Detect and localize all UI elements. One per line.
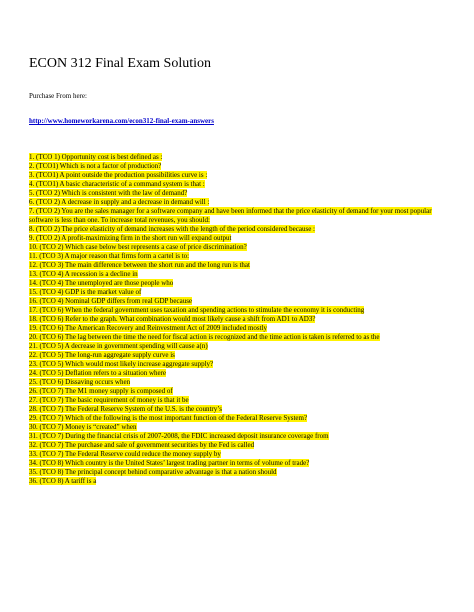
question-text: 6. (TCO 2) A decrease in supply and a decrease in demand will : — [29, 198, 210, 206]
question-item — [29, 477, 449, 486]
question-item — [29, 342, 449, 351]
question-item — [29, 198, 449, 207]
question-item — [29, 378, 449, 387]
document-title: ECON 312 Final Exam Solution — [29, 56, 211, 71]
question-text: 17. (TCO 6) When the federal government uses taxation and spending actions to stimulate the economy it is conducting — [29, 306, 365, 314]
question-text: 26. (TCO 7) The M1 money supply is composed of — [29, 387, 173, 395]
question-item — [29, 171, 449, 180]
question-text: 5. (TCO 2) Which is consistent with the law of demand? — [29, 189, 188, 197]
question-item — [29, 333, 449, 342]
question-text: 14. (TCO 4) The unemployed are those people who — [29, 279, 174, 287]
question-item — [29, 189, 449, 198]
question-text: 22. (TCO 5) The long-run aggregate supply curve is — [29, 351, 175, 359]
question-text: 8. (TCO 2) The price elasticity of demand increases with the length of the period considered because : — [29, 225, 315, 233]
question-text: 18. (TCO 6) Refer to the graph. What combination would most likely cause a shift from AD1 to AD3? — [29, 315, 316, 323]
question-item — [29, 261, 449, 270]
question-item — [29, 459, 449, 468]
question-text: 13. (TCO 4) A recession is a decline in — [29, 270, 138, 278]
question-item — [29, 468, 449, 477]
question-item — [29, 279, 449, 288]
question-item — [29, 243, 449, 252]
purchase-label: Purchase From here: — [29, 92, 87, 100]
question-list — [29, 153, 449, 486]
question-text: 33. (TCO 7) The Federal Reserve could reduce the money supply by — [29, 450, 221, 458]
question-item — [29, 297, 449, 306]
question-item — [29, 387, 449, 396]
question-item — [29, 441, 449, 450]
question-text: 36. (TCO 8) A tariff is a — [29, 477, 97, 485]
question-text: 9. (TCO 2) A profit-maximizing firm in the short run will expand output — [29, 234, 232, 242]
question-text: 3. (TCO1) A point outside the production possibilities curve is : — [29, 171, 208, 179]
question-item — [29, 153, 449, 162]
question-item — [29, 405, 449, 414]
question-text: 19. (TCO 6) The American Recovery and Reinvestment Act of 2009 included mostly — [29, 324, 268, 332]
question-item — [29, 432, 449, 441]
question-text: 2. (TCO1) Which is not a factor of production? — [29, 162, 162, 170]
question-text: 11. (TCO 3) A major reason that firms form a cartel is to: — [29, 252, 190, 260]
question-item — [29, 423, 449, 432]
question-item — [29, 180, 449, 189]
question-item — [29, 315, 449, 324]
question-text: 35. (TCO 8) The principal concept behind comparative advantage is that a nation should — [29, 468, 277, 476]
question-text: 20. (TCO 6) The lag between the time the need for fiscal action is recognized and the time action is taken is referred to as the — [29, 333, 380, 341]
question-text: 30. (TCO 7) Money is “created” when — [29, 423, 137, 431]
question-text: 32. (TCO 7) The purchase and sale of government securities by the Fed is called — [29, 441, 255, 449]
purchase-link[interactable]: http://www.homeworkarena.com/econ312-final-exam-answers — [29, 117, 214, 125]
question-text: 21. (TCO 5) A decrease in government spending will cause a(n) — [29, 342, 208, 350]
question-text: 31. (TCO 7) During the financial crisis of 2007-2008, the FDIC increased deposit insurance coverage from — [29, 432, 329, 440]
question-text: 25. (TCO 6) Dissaving occurs when — [29, 378, 131, 386]
question-text: 24. (TCO 5) Deflation refers to a situation where — [29, 369, 167, 377]
question-item — [29, 306, 449, 315]
question-text: 27. (TCO 7) The basic requirement of money is that it be — [29, 396, 189, 404]
question-item — [29, 450, 449, 459]
question-item — [29, 252, 449, 261]
question-text: 23. (TCO 5) Which would most likely increase aggregate supply? — [29, 360, 214, 368]
question-text: 10. (TCO 2) Which case below best represents a case of price discrimination? — [29, 243, 247, 251]
question-item — [29, 225, 449, 234]
question-text: 4. (TCO1) A basic characteristic of a command system is that : — [29, 180, 205, 188]
question-item — [29, 414, 449, 423]
question-item — [29, 207, 449, 225]
question-text: 12. (TCO 3) The main difference between the short run and the long run is that — [29, 261, 250, 269]
question-text: 29. (TCO 7) Which of the following is the most important function of the Federal Reserve System? — [29, 414, 308, 422]
question-text: 15. (TCO 4) GDP is the market value of — [29, 288, 142, 296]
question-item — [29, 360, 449, 369]
question-item — [29, 270, 449, 279]
question-text: 1. (TCO 1) Opportunity cost is best defined as : — [29, 153, 163, 161]
question-item — [29, 351, 449, 360]
question-text: 28. (TCO 7) The Federal Reserve System of the U.S. is the country’s — [29, 405, 222, 413]
question-item — [29, 288, 449, 297]
question-item — [29, 369, 449, 378]
question-item — [29, 396, 449, 405]
question-text: 7. (TCO 2) You are the sales manager for a software company and have been informed that the price elasticity of demand for your most popular software is less than one. To increase total revenues, you should: — [29, 207, 432, 224]
question-text: 34. (TCO 8) Which country is the United States’ largest trading partner in terms of volume of trade? — [29, 459, 310, 467]
question-item — [29, 324, 449, 333]
question-item — [29, 234, 449, 243]
question-item — [29, 162, 449, 171]
question-text: 16. (TCO 4) Nominal GDP differs from real GDP because — [29, 297, 193, 305]
